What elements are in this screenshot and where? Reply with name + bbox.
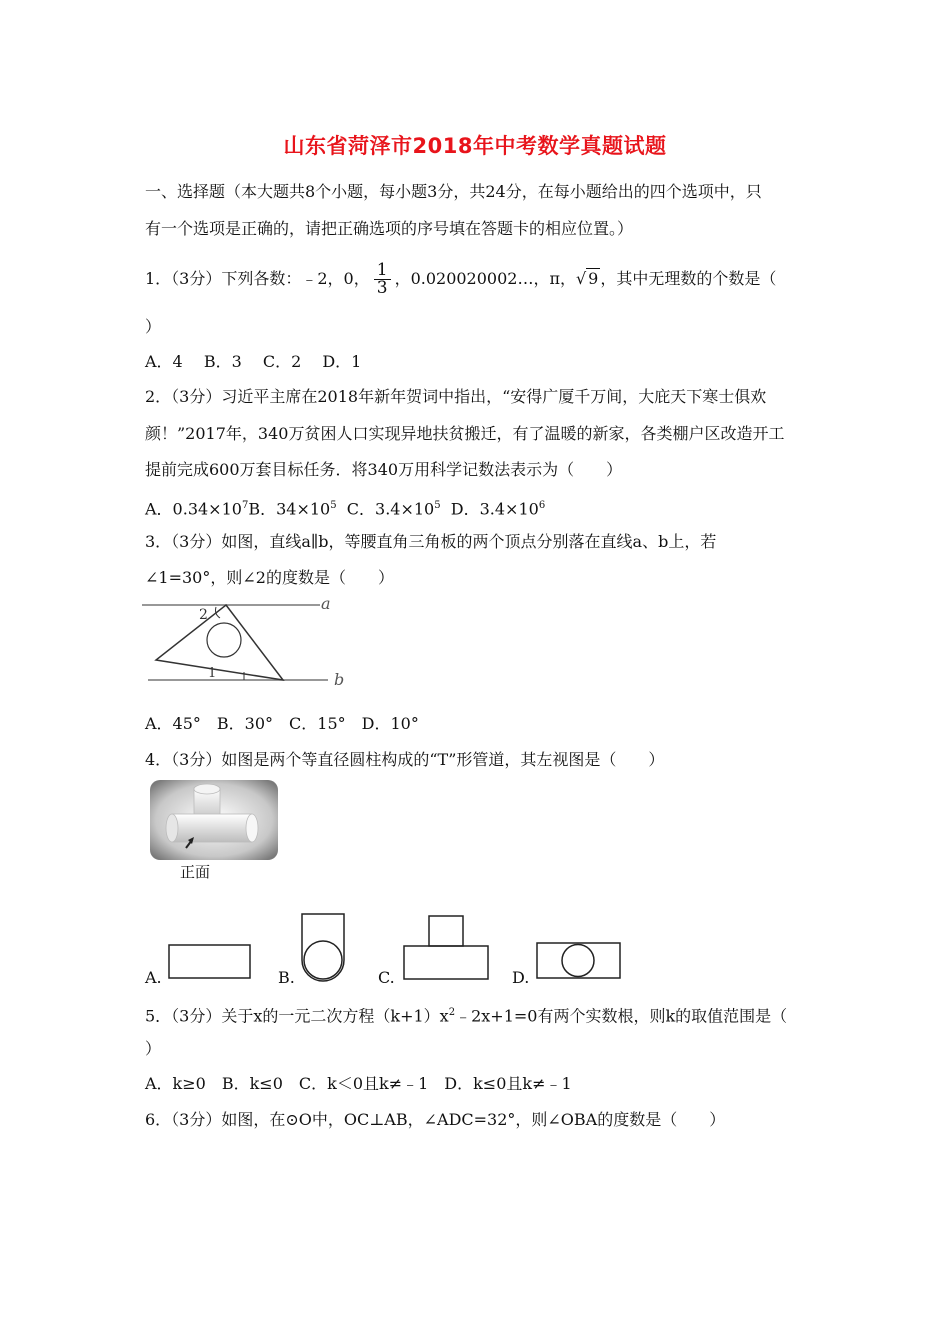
- q4-option-d-figure: [536, 942, 622, 980]
- q2-line-3: 提前完成600万套目标任务．将340万用科学记数法表示为（ ）: [145, 460, 623, 479]
- q4-figure-t-pipe: [148, 778, 280, 882]
- horizontal-pipe: [172, 814, 252, 842]
- q2-option-c: C．3.4×10: [346, 499, 435, 519]
- q1-close-paren: ）: [145, 317, 162, 336]
- option-b-circle: [304, 941, 342, 979]
- pipe-end-right: [246, 814, 258, 842]
- q1-sqrt: [576, 269, 600, 289]
- section-intro-line-2: 有一个选项是正确的，请把正确选项的序号填在答题卡的相应位置。）: [145, 219, 634, 238]
- fig-label-1: 1: [208, 666, 217, 681]
- question-5: [145, 1003, 787, 1026]
- q2-option-d-exp: 6: [538, 500, 546, 511]
- q1-options: A．4 B．3 C．2 D．1: [145, 352, 362, 371]
- option-d-rectangle: [537, 943, 620, 978]
- option-c-top-square: [429, 916, 463, 946]
- triangle-hole: [207, 623, 241, 657]
- q2-options: [145, 496, 545, 519]
- q1-frac-den: 3: [376, 278, 388, 298]
- fig-label-b: b: [334, 670, 345, 689]
- vertical-pipe-top: [194, 784, 220, 794]
- option-a-rectangle: [169, 945, 250, 978]
- q4-option-b-figure: [300, 912, 346, 982]
- q5-exponent: 2: [448, 1007, 456, 1018]
- option-c-bottom-rectangle: [404, 946, 488, 979]
- q6-line-1: 6．（3分）如图，在⊙O中，OC⊥AB，∠ADC=32°，则∠OBA的度数是（ ）: [145, 1110, 726, 1129]
- q3-options: A．45° B．30° C．15° D．10°: [145, 714, 419, 733]
- q4-option-c-figure: [402, 914, 490, 982]
- q2-option-c-exp: 5: [434, 500, 441, 511]
- q2-line-2: 颜！”2017年，340万贫困人口实现异地扶贫搬迁，有了温暖的新家，各类棚户区改造开工: [145, 424, 785, 443]
- q1-fraction: [374, 262, 391, 297]
- sqrt-radicand: 9: [588, 269, 599, 288]
- angle-2-arc: [216, 607, 221, 618]
- q2-option-d: D．3.4×10: [450, 499, 539, 519]
- q2-option-a: A．0.34×10: [145, 499, 242, 519]
- q4-option-d-label: D.: [512, 968, 530, 987]
- sqrt-sign: √: [575, 269, 587, 288]
- option-d-circle: [562, 945, 594, 977]
- q4-option-a-figure: [168, 944, 252, 980]
- q2-option-b-exp: 5: [330, 500, 337, 511]
- q3-line-1: 3．（3分）如图，直线a∥b，等腰直角三角板的两个顶点分别落在直线a、b上，若: [145, 532, 717, 551]
- question-1: [145, 262, 776, 297]
- q2-option-a-exp: 7: [241, 500, 249, 511]
- fig-label-a: a: [321, 594, 331, 613]
- q3-figure-parallel-lines-triangle: [140, 592, 360, 692]
- q3-line-2: ∠1=30°，则∠2的度数是（ ）: [145, 568, 394, 587]
- q1-prefix: 1．（3分）下列各数：﹣2，0，: [145, 269, 370, 288]
- q5-close-paren: ）: [145, 1039, 162, 1058]
- paper-title: 山东省菏泽市2018年中考数学真题试题: [283, 134, 667, 158]
- q2-line-1: 2．（3分）习近平主席在2018年新年贺词中指出，“安得广厦千万间，大庇天下寒士俱欢: [145, 387, 767, 406]
- triangle-ruler: [156, 605, 283, 680]
- fig-label-2: 2: [199, 607, 208, 623]
- q1-frac-num: 1: [374, 262, 391, 280]
- q4-option-c-label: C.: [378, 968, 395, 987]
- front-view-caption: 正面: [180, 863, 211, 881]
- q1-middle: ，0.020020002…，π，: [394, 269, 576, 288]
- q1-suffix: ，其中无理数的个数是（: [600, 269, 777, 288]
- q5-options: A．k≥0 B．k≤0 C．k＜0且k≠﹣1 D．k≤0且k≠﹣1: [145, 1074, 572, 1093]
- q2-option-b: B．34×10: [248, 499, 331, 519]
- q4-option-a-label: A.: [145, 968, 162, 987]
- q4-line-1: 4．（3分）如图是两个等直径圆柱构成的“T”形管道，其左视图是（ ）: [145, 750, 665, 769]
- q5-text-a: 5．（3分）关于x的一元二次方程（k+1）x: [145, 1006, 449, 1026]
- pipe-end-left: [166, 814, 178, 842]
- section-intro-line-1: 一、选择题（本大题共8个小题，每小题3分，共24分，在每小题给出的四个选项中，只: [145, 182, 762, 201]
- q4-option-b-label: B.: [278, 968, 295, 987]
- q5-text-b: ﹣2x+1=0有两个实数根，则k的取值范围是（: [455, 1006, 788, 1026]
